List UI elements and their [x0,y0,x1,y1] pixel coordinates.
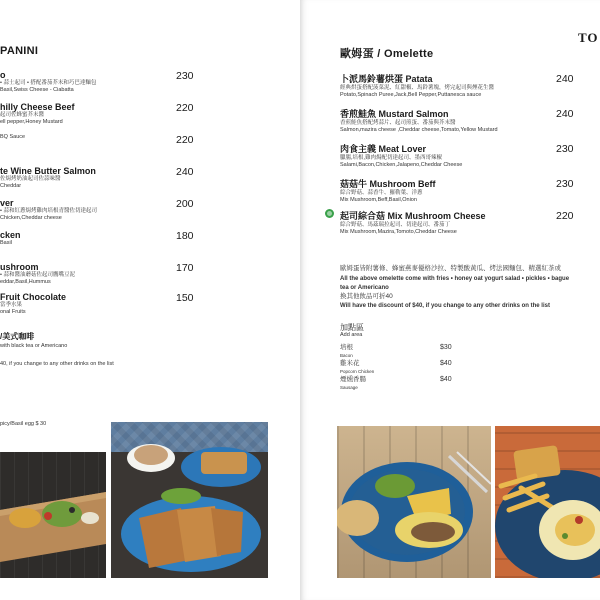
omelette-item-price: 230 [556,178,574,190]
panini-item [0,70,96,93]
addon-title: 加點區 [340,323,364,332]
set-note-en-2: tea or Americano [340,285,389,291]
panini-item-desc: Chicken,Cheddar cheese [0,214,62,221]
omelette-item-desc: Potato,Spinach Puree,Jack,Bell Pepper,Puttanesca sauce [340,91,482,98]
panini-item-price: 150 [176,292,194,304]
panini-item-desc: ell pepper,Honey Mustard [0,118,63,125]
panini-item-desc: Cheddar [0,182,22,189]
omelette-item-name: 起司綜合菇 Mix Mushroom Cheese [340,211,486,221]
panini-item-desc: 起司佐蜂蜜芥末醬 [0,112,45,118]
omelette-item-desc: 香煎鮭魚搭配烤蒜片、起司煎蛋、番茄與芥末醬 [340,120,456,126]
panini-item-name: te Wine Butter Salmon [0,166,96,176]
coffee-title: /美式咖啡 [0,332,35,341]
coffee-desc-1: with black tea or Americano [0,343,68,349]
omelette-item-desc: Mix Mushroom,Mazira,Tomoto,Cheddar Cheese [340,228,457,235]
omelette-item-desc: 綜合野菇、馬茲瑞拉起司、切達起司、番茄丁 [340,222,451,228]
addon-name: 雞米花 [340,360,360,367]
omelette-item-desc: Salmon,mazira cheese ,Cheddar cheese,Tomato,Yellow Mustard [340,126,498,133]
omelette-plate-photo [337,426,491,578]
addon-name: 煙燻香腸 [340,376,366,383]
omelette-item-name: 肉食主義 Meat Lover [340,144,427,154]
panini-item [0,134,25,141]
addon-subtitle: Add area [340,332,363,338]
omelette-item-price: 230 [556,143,574,155]
addon-name-en: Popcorn Chicken [340,369,375,374]
omelette-item-name: 香煎鮭魚 Mustard Salmon [340,109,449,119]
panini-item [0,292,66,315]
panini-item-desc: onal Fruits [0,308,26,315]
panini-item-price: 200 [176,198,194,210]
panini-item-price: 180 [176,230,194,242]
panini-item-name: ver [0,198,14,208]
panini-item-price: 220 [176,102,194,114]
panini-item [0,230,21,247]
omelette-item [340,142,462,168]
panini-plate-photo [111,422,268,578]
omelette-section-title: 歐姆蛋 / Omelette [340,48,434,60]
addon-name-en: Sausage [340,385,358,390]
addon-price: $40 [440,360,452,367]
panini-item-name: o [0,70,6,80]
panini-item-desc: Basil,Swiss Cheese - Ciabatta [0,86,74,93]
panini-item-desc: • 蒜和紅蔥焗烤雞肉培根青醬佐切達起司 [0,208,97,214]
omelette-item [340,177,436,203]
panini-item-name: Fruit Chocolate [0,292,67,302]
addon-name: 培根 [340,344,353,351]
omelette-item-desc: 臘腸,培根,雞肉焗配切達起司、墨西哥辣椒 [340,155,443,161]
panini-item-desc: • 蒜士起司 • 搭配番茄芥末和巧巴達麵包 [0,80,97,86]
omelette-fries-photo [495,426,600,578]
panini-item-price: 230 [176,70,194,82]
discount-note-zh: 換其他飲品可折40 [340,293,393,300]
omelette-item-desc: 綜合野菇、蒜香牛、羅勒葉、洋蔥 [340,190,423,196]
panini-item-name: hilly Cheese Beef [0,102,75,112]
panini-item-desc: eddar,Basil,Hummus [0,278,51,285]
omelette-item-desc: 經典烘蛋搭配菠菜泥、紅甜椒、馬鈴薯塊，烤完起司與煙花生醬 [340,85,495,91]
panini-item-desc: 當季水果 [0,302,23,308]
omelette-item-name: 菇菇牛 Mushroom Beff [340,179,436,189]
panini-item [0,262,75,285]
coffee-desc-2: 40, if you change to any other drinks on the list [0,361,114,367]
panini-item-desc: 佐焗烤奶油起司佐蒜味醬 [0,176,61,182]
omelette-item-price: 240 [556,108,574,120]
omelette-item-price: 220 [556,210,574,222]
panini-item-desc: Basil [0,240,12,246]
panini-board-photo [0,452,106,578]
addon-name-en: Bacon [340,353,353,358]
panini-item [0,166,96,189]
omelette-item-name: 卜派馬鈴薯烘蛋 Patata [340,74,433,84]
addon-price: $40 [440,376,452,383]
panini-item-desc: BQ Sauce [0,134,26,140]
photo-caption: picy/Basil egg $ 30 [0,421,47,427]
panini-item [0,198,97,221]
corner-logo-text: TO [578,30,599,45]
omelette-item [340,209,486,235]
panini-section-title: PANINI [0,45,39,57]
vegetarian-icon [325,209,334,218]
panini-item-name: cken [0,230,21,240]
set-note-en: All the above omelette come with fries • honey oat yogurt salad • pickles • bague [340,276,570,282]
panini-item-desc: • 蒜和醬油蘑菇佐起司鷹嘴豆泥 [0,272,75,278]
panini-item-price: 240 [176,166,194,178]
omelette-item-desc: Salami,Bacon,Chicken,Jalapeno,Cheddar Cheese [340,161,463,168]
panini-item-name: ushroom [0,262,39,272]
omelette-item [340,107,498,133]
omelette-item-price: 240 [556,73,574,85]
panini-item [0,102,75,125]
omelette-item [340,72,494,98]
menu-page-right [300,0,600,600]
addon-price: $30 [440,344,452,351]
panini-item-price: 170 [176,262,194,274]
discount-note-en: Will have the discount of $40, if you change to any other drinks on the list [340,303,550,309]
set-note-zh: 歐姆蛋皆附薯條、蜂蜜燕麥優格沙拉、特製酸黃瓜、烤法國麵包、精選紅茶或 [340,265,561,272]
omelette-item-desc: Mix Mushroom,Beff,Basil,Onion [340,196,417,203]
panini-item-price: 220 [176,134,194,146]
